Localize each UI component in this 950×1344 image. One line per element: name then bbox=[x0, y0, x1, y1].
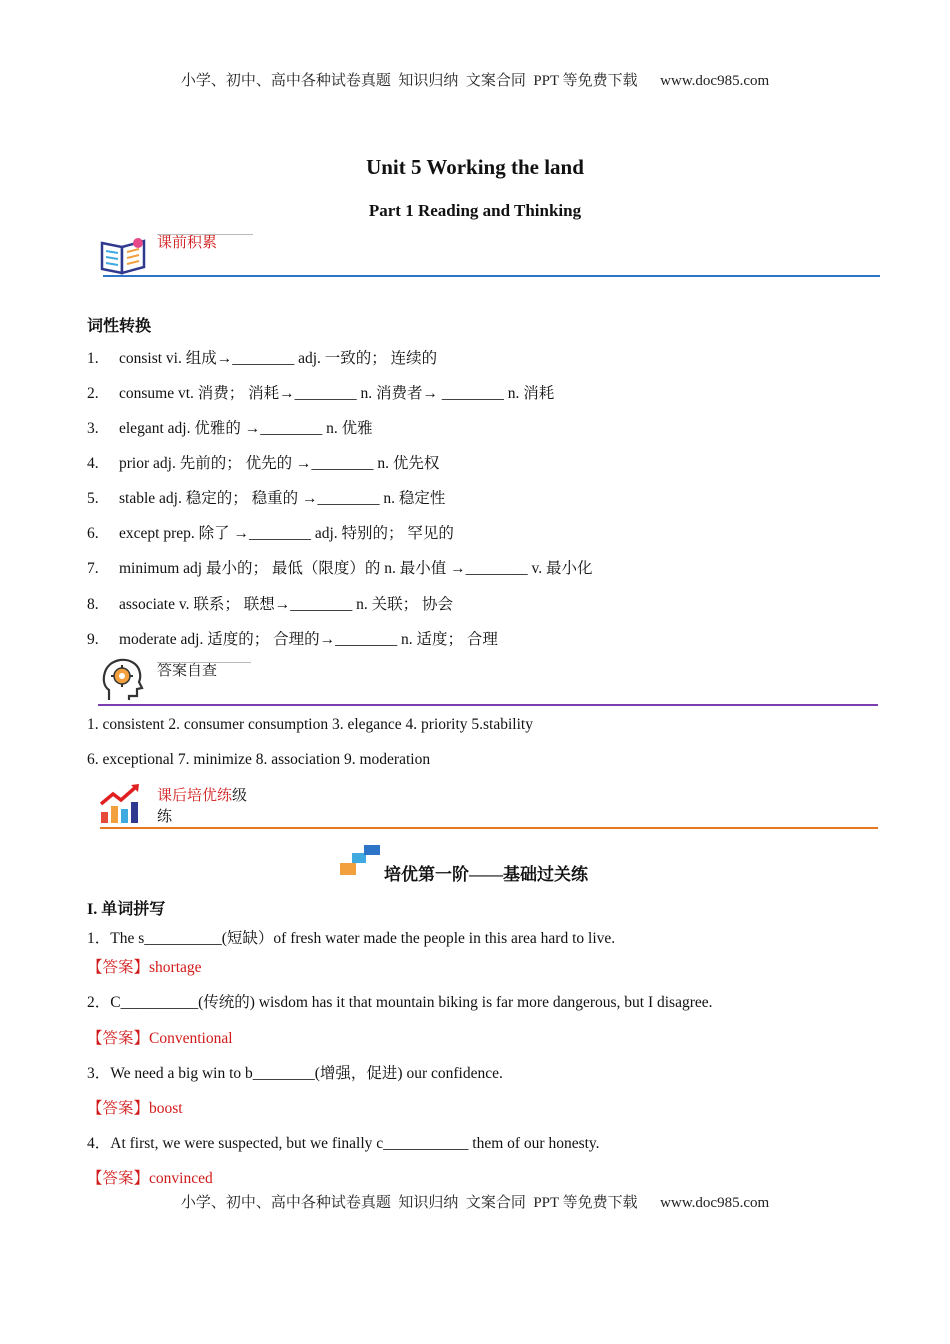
question-3: 3．We need a big win to b________(增强，促进) our confidence. bbox=[87, 1065, 503, 1082]
list-item: 4. prior adj. 先前的； 优先的 →________ n. 优先权 bbox=[87, 455, 440, 472]
bar-chart-arrow-icon bbox=[99, 782, 143, 824]
question-1: 1．The s__________(短缺）of fresh water made the people in this area hard to live. bbox=[87, 930, 616, 947]
answer-3: 【答案】boost bbox=[87, 1100, 183, 1117]
answer-1: 【答案】shortage bbox=[87, 959, 202, 976]
list-item: 8. associate v. 联系； 联想→________ n. 关联； 协会 bbox=[87, 596, 453, 613]
list-item: 7. minimum adj 最小的； 最低（限度）的 n. 最小值 →________ v. 最小化 bbox=[87, 560, 593, 577]
list-item: 6. except prep. 除了 →________ adj. 特别的； 罕见的 bbox=[87, 525, 454, 542]
answers-line-2: 6. exceptional 7. minimize 8. association 9. moderation bbox=[87, 751, 431, 768]
page-header: 小学、初中、高中各种试卷真题 知识归纳 文案合同 PPT 等免费下载 www.doc985.com bbox=[180, 73, 770, 89]
list-item: 9. moderate adj. 适度的； 合理的→________ n. 适度； 合理 bbox=[87, 631, 498, 648]
list-item: 3. elegant adj. 优雅的 →________ n. 优雅 bbox=[87, 420, 373, 437]
part-heading: I. 单词拼写 bbox=[87, 901, 166, 918]
section-label-after: 课后培优练级 bbox=[157, 788, 248, 804]
question-4: 4．At first, we were suspected, but we finally c___________ them of our honesty. bbox=[87, 1135, 600, 1152]
head-gear-icon bbox=[101, 656, 145, 702]
wordforms-heading: 词性转换 bbox=[87, 318, 152, 335]
section-label-underline bbox=[157, 234, 253, 235]
answer-2: 【答案】Conventional bbox=[87, 1030, 233, 1047]
page-subtitle: Part 1 Reading and Thinking bbox=[368, 201, 582, 220]
section-rule-pre bbox=[103, 275, 880, 277]
list-item: 1. consist vi. 组成→________ adj. 一致的； 连续的 bbox=[87, 350, 438, 367]
list-item: 2. consume vt. 消费； 消耗→________ n. 消费者→ ________ n. 消耗 bbox=[87, 385, 555, 402]
stairs-icon bbox=[338, 845, 382, 877]
section-rule-check bbox=[98, 704, 878, 706]
answers-line-1: 1. consistent 2. consumer consumption 3. elegance 4. priority 5.stability bbox=[87, 716, 533, 733]
section-label-pre: 课前积累 bbox=[157, 235, 218, 251]
page-title: Unit 5 Working the land bbox=[366, 155, 584, 179]
section-label-after-line2: 练 bbox=[157, 809, 173, 825]
answer-4: 【答案】convinced bbox=[87, 1170, 213, 1187]
question-2: 2．C__________(传统的) wisdom has it that mountain biking is far more dangerous, but I disagree. bbox=[87, 994, 713, 1011]
stage-title: 培优第一阶——基础过关练 bbox=[384, 865, 588, 884]
section-label-underline bbox=[157, 662, 251, 663]
open-book-icon bbox=[98, 233, 150, 277]
section-rule-after bbox=[100, 827, 878, 829]
page-footer: 小学、初中、高中各种试卷真题 知识归纳 文案合同 PPT 等免费下载 www.doc985.com bbox=[180, 1195, 770, 1211]
list-item: 5. stable adj. 稳定的； 稳重的 →________ n. 稳定性 bbox=[87, 490, 446, 507]
section-label-check: 答案自查 bbox=[157, 663, 218, 679]
